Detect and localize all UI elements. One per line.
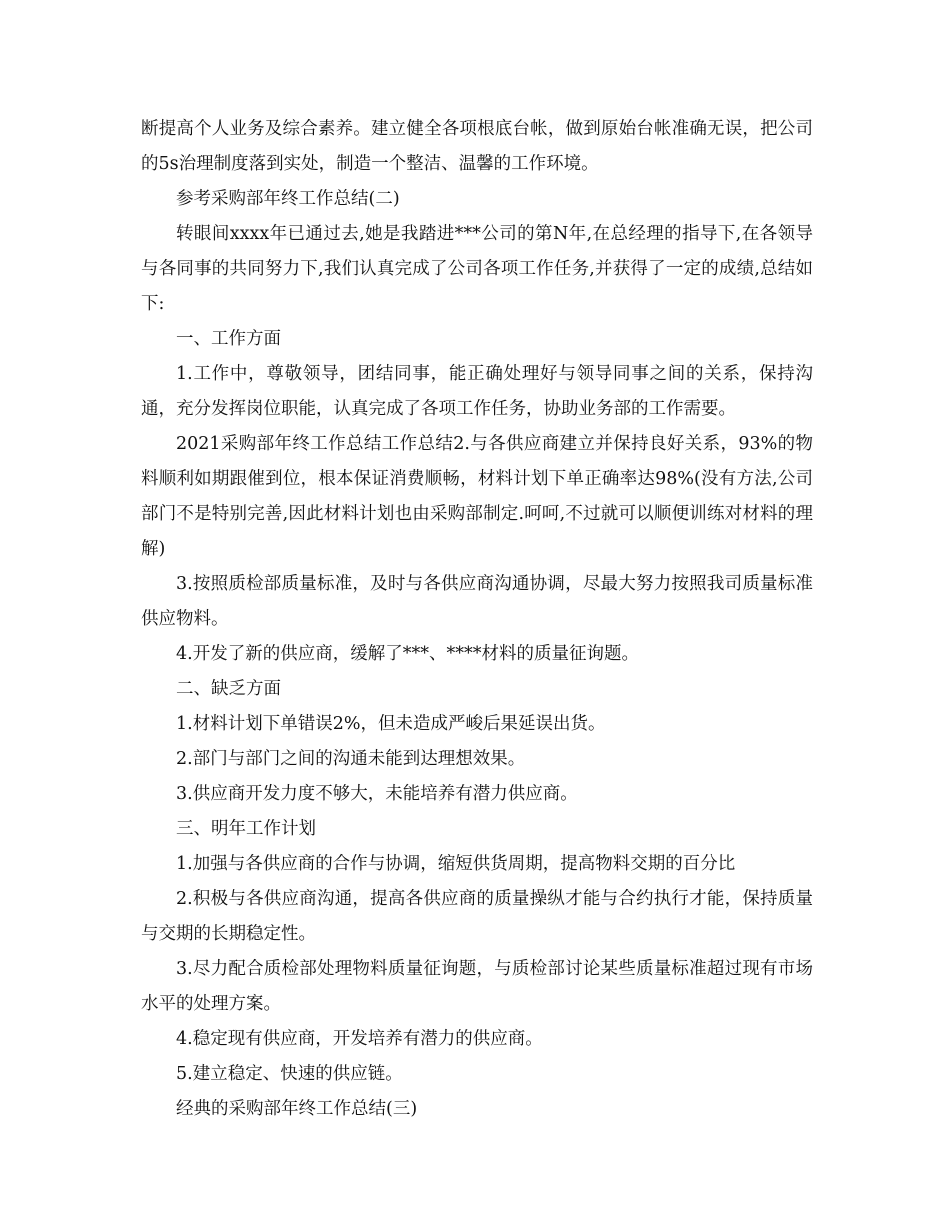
- heading-shortcomings: 二、缺乏方面: [176, 679, 281, 699]
- work-item-1: 1.工作中，尊敬领导，团结同事，能正确处理好与领导同事之间的关系，保持沟通，充分发挥岗位职能，认真完成了各项工作任务，协助业务部的工作需要。: [141, 364, 813, 419]
- plan-item-2: 2.积极与各供应商沟通，提高各供应商的质量操纵才能与合约执行才能，保持质量与交期的长期稳定性。: [141, 889, 813, 944]
- intro-paragraph: 转眼间xxxx年已通过去,她是我踏进***公司的第N年,在总经理的指导下,在各领导与各同事的共同努力下,我们认真完成了公司各项工作任务,并获得了一定的成绩,总结如下:: [141, 224, 813, 314]
- heading-next-year-plan: 三、明年工作计划: [176, 819, 316, 839]
- section-title: 参考采购部年终工作总结(二): [176, 189, 400, 209]
- plan-item-4: 4.稳定现有供应商，开发培养有潜力的供应商。: [176, 1029, 543, 1049]
- shortcoming-item-2: 2.部门与部门之间的沟通未能到达理想效果。: [176, 749, 526, 769]
- document-body: [141, 112, 813, 1127]
- work-item-3: 3.按照质检部质量标准，及时与各供应商沟通协调，尽最大努力按照我司质量标准供应物料。: [141, 574, 813, 629]
- work-item-4: 4.开发了新的供应商，缓解了***、****材料的质量征询题。: [176, 644, 639, 664]
- heading-work: 一、工作方面: [176, 329, 281, 349]
- plan-item-3: 3.尽力配合质检部处理物料质量征询题，与质检部讨论某些质量标准超过现有市场水平的处理方案。: [141, 959, 813, 1014]
- plan-item-5: 5.建立稳定、快速的供应链。: [176, 1064, 403, 1084]
- next-section-title: 经典的采购部年终工作总结(三): [176, 1099, 418, 1119]
- plan-item-1: 1.加强与各供应商的合作与协调，缩短供货周期，提高物料交期的百分比: [176, 854, 736, 874]
- continuation-paragraph: 断提高个人业务及综合素养。建立健全各项根底台帐，做到原始台帐准确无误，把公司的5s治理制度落到实处，制造一个整洁、温馨的工作环境。: [141, 119, 813, 174]
- work-item-2: 2021采购部年终工作总结工作总结2.与各供应商建立并保持良好关系，93%的物料顺利如期跟催到位，根本保证消费顺畅，材料计划下单正确率达98%(没有方法,公司部门不是特别完善,因此材料计划也由采购部制定.呵呵,不过就可以顺便训练对材料的理解): [141, 434, 813, 559]
- shortcoming-item-1: 1.材料计划下单错误2%，但未造成严峻后果延误出货。: [176, 714, 606, 734]
- shortcoming-item-3: 3.供应商开发力度不够大，未能培养有潜力供应商。: [176, 784, 578, 804]
